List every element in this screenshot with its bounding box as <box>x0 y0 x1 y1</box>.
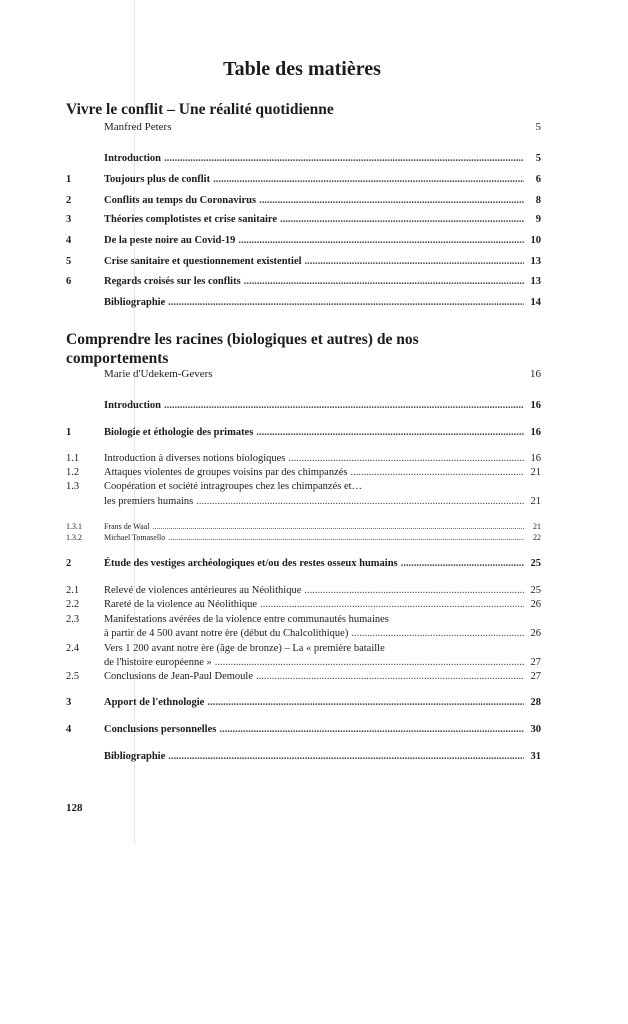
toc-entry[interactable]: de l'histoire européenne » ..... 27 <box>66 657 541 671</box>
toc-entry-line1[interactable]: 2.4 Vers 1 200 avant notre ère (âge de bronze) – La « première bataille <box>66 643 385 654</box>
toc-entry[interactable]: 1.1 Introduction à diverses notions biologiques ..... 16 <box>66 453 541 467</box>
toc-entry[interactable]: 1 Biologie et éthologie des primates ..... 16 <box>66 427 541 441</box>
toc-entry[interactable]: 5 Crise sanitaire et questionnement existentiel ..... 13 <box>66 256 541 270</box>
toc-entry[interactable]: Bibliographie ..... 31 <box>66 751 541 765</box>
chapter1-author: Manfred Peters <box>104 121 172 133</box>
toc-entry[interactable]: 2 Étude des vestiges archéologiques et/ou des restes osseux humains ..... 25 <box>66 558 541 572</box>
toc-entry[interactable]: 2 Conflits au temps du Coronavirus ..... 8 <box>66 195 541 209</box>
toc-entry[interactable]: à partir de 4 500 avant notre ère (début du Chalcolithique) ..... 26 <box>66 628 541 642</box>
chapter1-title: Vivre le conflit – Une réalité quotidienne <box>66 101 334 118</box>
chapter2-author: Marie d'Udekem-Gevers <box>104 368 213 380</box>
chapter2-page: 16 <box>530 368 541 380</box>
toc-entry[interactable]: les premiers humains ..... 21 <box>66 496 541 510</box>
toc-entry[interactable]: 1.3.2 Michael Tomasello ..... 22 <box>66 533 541 547</box>
toc-entry-line1[interactable]: 2.3 Manifestations avérées de la violence entre communautés humaines <box>66 614 389 625</box>
toc-entry[interactable]: 1.3.1 Frans de Waal ..... 21 <box>66 522 541 536</box>
toc-entry[interactable]: 4 Conclusions personnelles ..... 30 <box>66 724 541 738</box>
toc-entry[interactable]: 4 De la peste noire au Covid-19 ..... 10 <box>66 235 541 249</box>
chapter2-title: Comprendre les racines (biologiques et autres) de nos comportements <box>66 331 419 367</box>
toc-entry[interactable]: 2.5 Conclusions de Jean-Paul Demoule ..... 27 <box>66 671 541 685</box>
toc-entry[interactable]: 2.2 Rareté de la violence au Néolithique ..... 26 <box>66 599 541 613</box>
toc-entry-line1[interactable]: 1.3 Coopération et société intragroupes chez les chimpanzés et… <box>66 481 363 492</box>
toc-entry[interactable]: 1.2 Attaques violentes de groupes voisins par des chimpanzés ..... 21 <box>66 467 541 481</box>
page-title: Table des matières <box>223 58 381 80</box>
page-number: 128 <box>66 802 83 814</box>
toc-entry[interactable]: Bibliographie ..... 14 <box>66 297 541 311</box>
toc-entry[interactable]: 1 Toujours plus de conflit ..... 6 <box>66 174 541 188</box>
chapter1-page: 5 <box>535 121 541 133</box>
toc-entry[interactable]: 2.1 Relevé de violences antérieures au Néolithique ..... 25 <box>66 585 541 599</box>
toc-entry[interactable]: 3 Théories complotistes et crise sanitaire ..... 9 <box>66 214 541 228</box>
toc-entry[interactable]: Introduction ..... 16 <box>66 400 541 414</box>
toc-entry[interactable]: 3 Apport de l'ethnologie ..... 28 <box>66 697 541 711</box>
toc-entry[interactable]: Introduction ..... 5 <box>66 153 541 167</box>
toc-entry[interactable]: 6 Regards croisés sur les conflits ..... 13 <box>66 276 541 290</box>
